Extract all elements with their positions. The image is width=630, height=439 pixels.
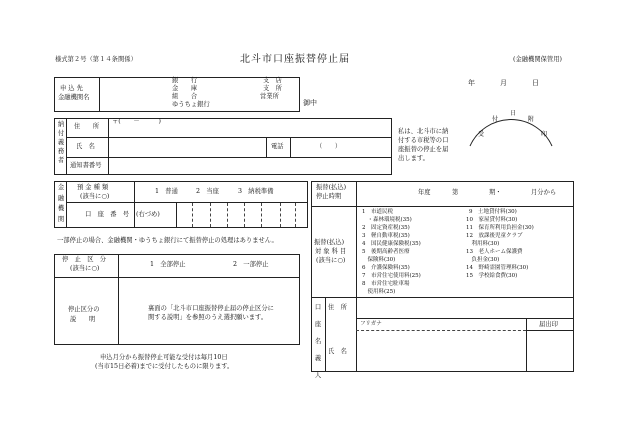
stop-option-2[interactable]: 2 一部停止 [233,261,269,268]
item[interactable]: 5 後期高齢者医療 [362,249,410,255]
stop-desc-label-1: 停止区分の [68,306,100,313]
item[interactable]: 10 家屋貸付料(30) [466,217,518,223]
item[interactable]: 15 学校給食費(30) [466,273,518,279]
item[interactable]: 4 国民健康保険税(35) [362,241,421,247]
seal-label: 届出印 [539,321,558,328]
items-label-2: 対 象 科 目 [315,248,347,255]
account-number-field[interactable] [176,202,308,228]
stop-desc-text: 裏面の「北斗市口座振替停止届の停止区分に関する説明」を参照のうえ選択願います。 [148,305,274,321]
stop-kind-label-1: 停 止 区 分 [62,256,107,263]
item[interactable]: 1 市道民税 [362,209,393,215]
account-type-2[interactable]: 2 当座 [196,188,219,195]
address-label: 住 所 [74,123,100,130]
stamp-char: 受 [478,131,485,138]
item[interactable]: 7 市営住宅使用料(25) [362,273,421,279]
furigana-label: フリガナ [360,321,382,327]
item[interactable]: 3 軽自動車税(35) [362,233,410,239]
onchu-label: 御中 [303,99,317,107]
partial-stop-note: 一部停止の場合、金融機関・ゆうちょ銀行にて振替停止の処理はありません。 [57,237,278,244]
bank-type-1: 銀 行 [172,77,198,84]
stop-desc-label-2: 説 明 [70,316,96,323]
branch-type-1: 支 店 [263,77,282,84]
item[interactable]: 9 土地貸付料(30) [469,209,517,215]
item[interactable]: 2 固定資産税(35) [362,225,410,231]
page-title: 北斗市口座振替停止届 [240,54,350,65]
payer-group-label: 納付義務者 [57,121,65,164]
item[interactable]: 13 老人ホーム保護費 [466,249,523,255]
items-label-3: (該当に○) [316,257,346,264]
account-type-1[interactable]: 1 普通 [155,188,178,195]
receipt-stamp-arc [440,88,580,158]
item: 利用料(30) [466,241,500,247]
period-from: 月分から [531,189,557,196]
phone-format: （ ） [316,143,342,150]
stamp-char: 日 [510,110,517,117]
notice-text: 私は、北斗市に納付する市税等の口座振替の停止を届出します。 [398,128,449,162]
holder-address-label: 住 所 [328,304,347,311]
holder-address-field[interactable] [356,297,574,318]
account-type-3[interactable]: 3 納税準備 [238,188,274,195]
date-day-label: 日 [532,79,539,87]
stop-kind-label-2: (該当に○) [70,265,100,272]
stamp-char: 印 [541,131,548,138]
bank-type-4: ゆうちょ銀行 [172,101,210,108]
account-type-label-1: 預 金 種 類 [77,184,109,191]
branch-type-3: 営業所 [260,93,279,100]
period-year: 年度 [418,189,431,196]
bottom-note-2: (当市15日必着)までに受付したものに限ります。 [95,363,234,370]
payer-name-field[interactable] [108,137,266,157]
bank-type-3: 組 合 [172,93,198,100]
item: 負担金(30) [466,257,500,263]
date-year-label: 年 [468,79,475,87]
bank-type-2: 金 庫 [172,85,198,92]
name-label: 氏 名 [76,143,95,150]
account-number-note: (右づめ) [136,211,160,218]
bank-label-1: 申 込 先 [60,85,83,92]
account-number-label: 口 座 番 号 [85,211,130,218]
items-label-1: 振替(払込) [314,239,345,246]
date-month-label: 月 [500,79,507,87]
postal-mark: 〒( － ) [112,118,161,125]
account-type-label-2: (該当に○) [80,193,110,200]
item[interactable]: 14 野崎霊園管理料(30) [466,265,529,271]
item[interactable]: 6 介護保険料(35) [362,265,410,271]
period-ki: 期・ [489,189,502,196]
item[interactable]: 11 保育所利用負担金(30) [466,225,534,231]
item: 使用料(25) [362,289,396,295]
holder-group-label: 口座名義人 [314,304,322,379]
period-no: 第 [452,189,459,196]
bottom-note-1: 申込月分から振替停止可能な受付は毎月10日 [100,354,228,361]
item[interactable]: 12 放課後児童クラブ [466,233,523,239]
stamp-char: 付 [492,116,499,123]
stamp-char: 附 [528,116,535,123]
holder-name-label: 氏 名 [328,348,347,355]
tax-id-label: 通知書番号 [70,162,102,169]
stop-option-1[interactable]: 1 全部停止 [150,261,186,268]
form-number: 様式第２号（第１４条関係） [55,56,137,63]
period-label-1: 振替(払込) [316,184,347,191]
item: 保険料(30) [362,257,396,263]
item: ・森林環境税(35) [362,217,412,223]
period-label-2: 停止時期 [316,193,342,200]
holder-name-field[interactable] [356,330,526,372]
item[interactable]: 8 市営住宅駐車場 [362,281,410,287]
account-group-label: 金融機関 [57,184,65,223]
copy-label: (金融機関保管用) [513,56,562,63]
bank-label-2: 金融機関名 [58,94,90,101]
phone-label: 電話 [271,143,284,150]
branch-type-2: 支 所 [263,85,282,92]
